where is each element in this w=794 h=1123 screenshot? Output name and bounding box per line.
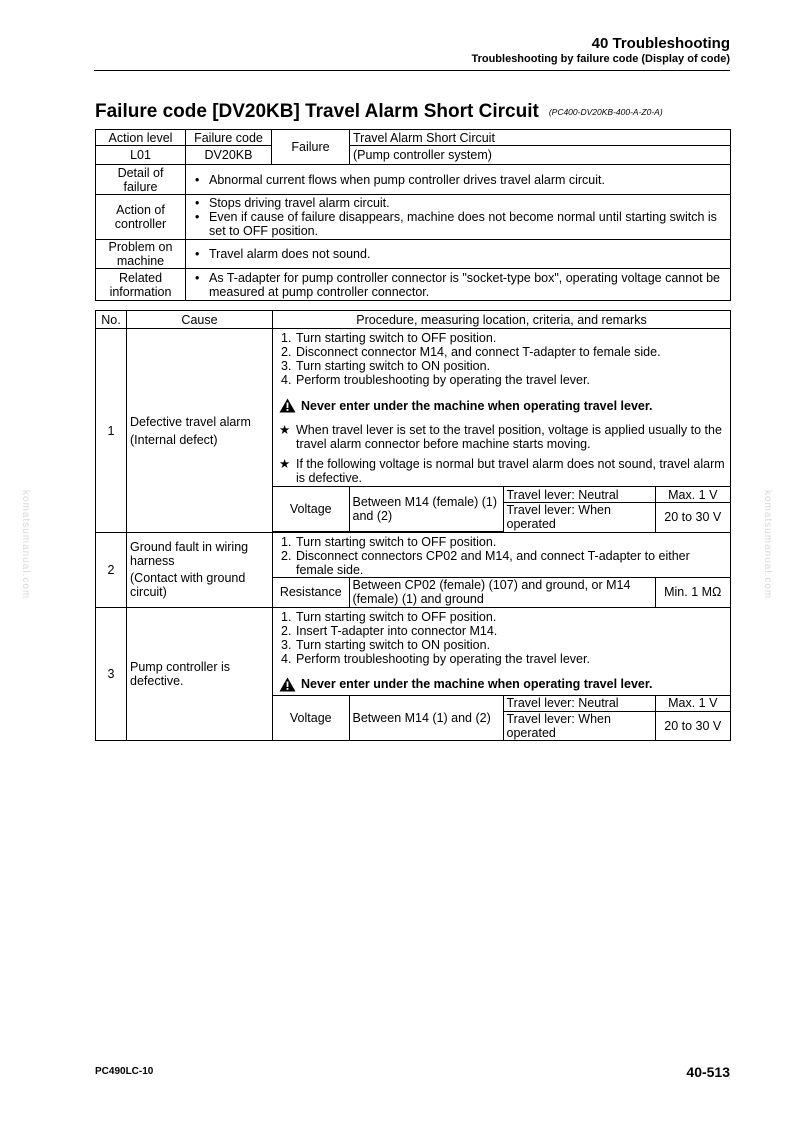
page-title (95, 101, 663, 123)
table-row (96, 607, 731, 741)
list-item: • Even if cause of failure disappears, machine does not become normal until starting switch is set to OFF position. (189, 210, 727, 238)
failure-system: (Pump controller system) (350, 146, 731, 165)
list-item: 2. Disconnect connector M14, and connect T-adapter to female side. (281, 345, 661, 359)
problem-label: Problem on machine (96, 240, 186, 269)
list-item: 3. Turn starting switch to ON position. (281, 637, 491, 652)
failure-label: Failure (272, 130, 350, 165)
action-label: Action of controller (96, 195, 186, 240)
step-list (276, 331, 727, 387)
cause-subtext: (Contact with ground circuit) (130, 571, 246, 600)
measure-condition: Travel lever: Neutral (503, 487, 655, 503)
detail-list (189, 173, 727, 187)
action-list (189, 196, 727, 238)
measure-location: Between M14 (female) (1) and (2) (349, 487, 503, 532)
list-item: • Travel alarm does not sound. (189, 247, 727, 261)
step-list (276, 535, 727, 577)
list-item: 1. Turn starting switch to OFF position. (281, 331, 497, 345)
table-row (96, 329, 731, 533)
cause-text: Defective travel alarm (130, 414, 251, 429)
section-title: 40 Troubleshooting (591, 35, 730, 52)
procedure-cell (273, 533, 731, 608)
header-cause: Cause (127, 311, 273, 329)
measure-value: 20 to 30 V (655, 503, 730, 532)
cause-text: Ground fault in wiring harness (130, 540, 249, 569)
list-item: 1. Turn starting switch to OFF position. (281, 535, 497, 549)
measurement-table (273, 486, 730, 532)
cause-cell (127, 533, 273, 608)
header-rule (94, 70, 730, 71)
list-item: 4. Perform troubleshooting by operating the travel lever. (281, 373, 590, 387)
note: ★ When travel lever is set to the travel position, voltage is applied usually to the travel alarm connector before machine starts moving. (279, 423, 722, 451)
measure-value: Max. 1 V (655, 487, 730, 503)
cause-cell (127, 329, 273, 533)
page-number: 40-513 (686, 1064, 730, 1080)
measure-type: Resistance (273, 578, 349, 607)
table-row (96, 533, 731, 608)
related-label: Related information (96, 269, 186, 301)
cause-text: Pump controller is defective. (130, 659, 231, 688)
measurement-table (273, 695, 730, 741)
warning-icon (279, 677, 296, 692)
list-item: 2. Insert T-adapter into connector M14. (281, 623, 498, 638)
warning: Never enter under the machine when operating travel lever. (279, 398, 727, 413)
document-code: (PC400-DV20KB-400-A-Z0-A) (548, 107, 663, 117)
page-title-text: Failure code [DV20KB] Travel Alarm Short Circuit (95, 101, 539, 122)
list-item: 2. Disconnect connectors CP02 and M14, and connect T-adapter to either female side. (281, 549, 690, 577)
list-item: 4. Perform troubleshooting by operating the travel lever. (281, 651, 590, 666)
star-icon: ★ (279, 423, 291, 437)
measure-location: Between CP02 (female) (107) and ground, or M14 (female) (1) and ground (349, 578, 655, 607)
list-item: • Stops driving travel alarm circuit. (189, 196, 727, 210)
list-item: 1. Turn starting switch to OFF position. (281, 609, 497, 624)
header-procedure: Procedure, measuring location, criteria, and remarks (273, 311, 731, 329)
watermark-right: komatsumanual.com (762, 490, 773, 600)
star-icon: ★ (279, 457, 291, 471)
procedure-cell (273, 607, 731, 741)
warning-icon (279, 398, 296, 413)
measure-value: Min. 1 MΩ (655, 578, 730, 607)
header-no: No. (96, 311, 127, 329)
measure-condition: Travel lever: When operated (503, 503, 655, 532)
measure-value: 20 to 30 V (655, 711, 730, 740)
note: ★ If the following voltage is normal but travel alarm does not sound, travel alarm is defective. (279, 457, 725, 485)
list-item: • As T-adapter for pump controller connector is "socket-type box", operating voltage cannot be measured at pump controller connector. (189, 271, 727, 299)
cause-cell (127, 607, 273, 741)
failure-code-label: Failure code (186, 130, 272, 146)
measurement-table (273, 577, 730, 607)
warning: Never enter under the machine when operating travel lever. (279, 677, 727, 692)
row-number: 3 (96, 607, 127, 741)
failure-code-value: DV20KB (186, 146, 272, 165)
section-subtitle: Troubleshooting by failure code (Display of code) (471, 53, 730, 65)
related-list (189, 271, 727, 299)
problem-list (189, 247, 727, 261)
measure-condition: Travel lever: Neutral (503, 695, 655, 711)
row-number: 1 (96, 329, 127, 533)
row-number: 2 (96, 533, 127, 608)
detail-label: Detail of failure (96, 165, 186, 195)
watermark-left: komatsumanual.com (20, 490, 31, 600)
measure-condition: Travel lever: When operated (503, 711, 655, 740)
cause-table (95, 310, 731, 741)
failure-info-table (95, 129, 731, 301)
measure-value: Max. 1 V (655, 695, 730, 711)
measure-type: Voltage (273, 487, 349, 532)
step-list (276, 610, 727, 666)
footer-model: PC490LC-10 (95, 1066, 154, 1077)
cause-subtext: (Internal defect) (130, 432, 218, 447)
measure-type: Voltage (273, 695, 349, 740)
list-item: 3. Turn starting switch to ON position. (281, 359, 491, 373)
list-item: • Abnormal current flows when pump controller drives travel alarm circuit. (189, 173, 727, 187)
measure-location: Between M14 (1) and (2) (349, 695, 503, 740)
procedure-cell (273, 329, 731, 533)
failure-name: Travel Alarm Short Circuit (350, 130, 731, 146)
action-level-label: Action level (96, 130, 186, 146)
action-level-value: L01 (96, 146, 186, 165)
